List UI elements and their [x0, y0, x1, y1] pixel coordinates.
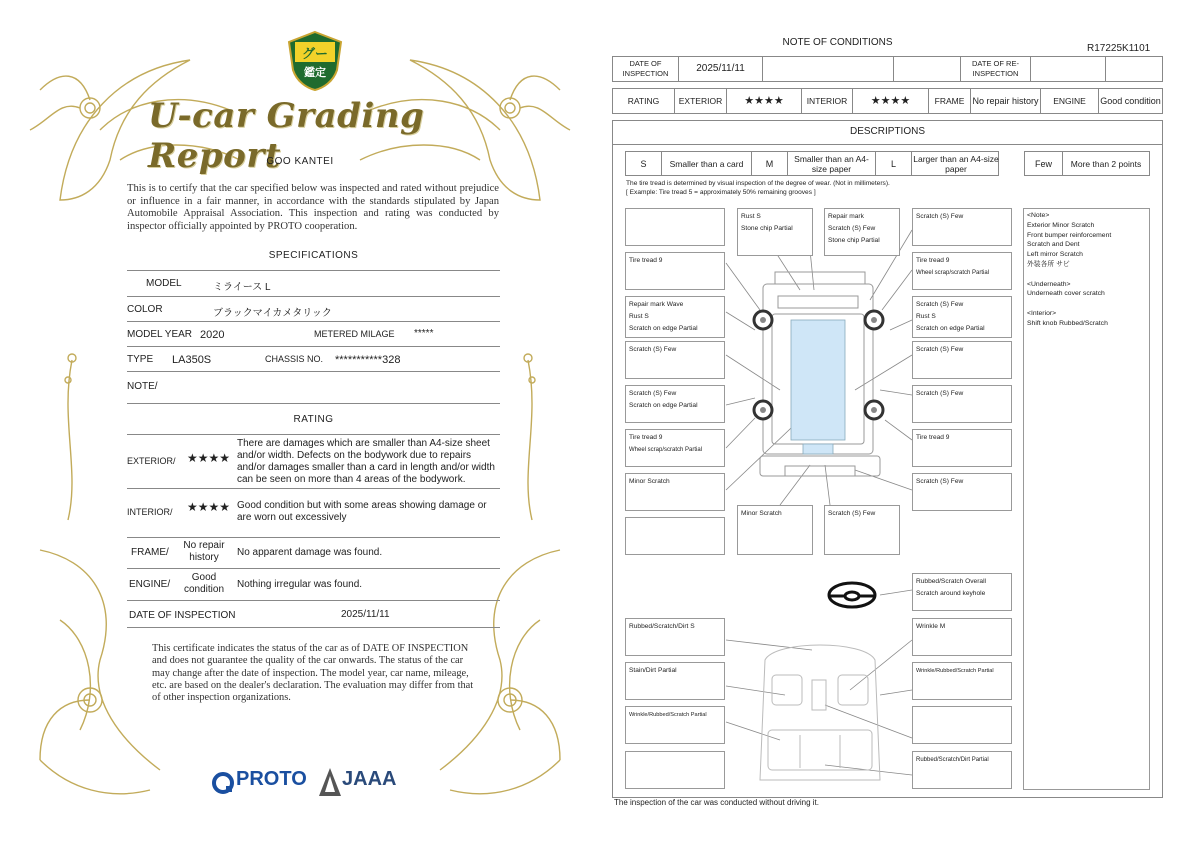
exterior-note-box: [737, 505, 813, 555]
note-line: Rust S: [741, 213, 761, 220]
note-line: Front bumper reinforcement: [1027, 231, 1112, 239]
note-line: Underneath cover scratch: [1027, 290, 1105, 298]
legend-text-few: More than 2 points: [1070, 158, 1142, 169]
note-line: Minor Scratch: [741, 510, 782, 517]
conditions-heading: NOTE OF CONDITIONS: [782, 37, 893, 48]
frame-label: FRAME: [929, 89, 971, 113]
interior-note-box: [912, 618, 1012, 656]
interior-stars: ★★★★: [853, 89, 929, 113]
note-line: Scratch on edge Partial: [629, 402, 698, 409]
exterior-note-box: [912, 252, 1012, 290]
note-line: Rubbed/Scratch/Dirt Partial: [916, 757, 989, 763]
specifications-heading: SPECIFICATIONS: [268, 250, 359, 261]
note-line: Scratch and Dent: [1027, 241, 1080, 249]
exterior-note-box: [625, 429, 725, 467]
metered-label: METERED MILAGE: [314, 329, 395, 339]
exterior-note-box: [912, 341, 1012, 379]
date-label: DATE OF INSPECTION: [129, 610, 236, 621]
date-inspection-value: 2025/11/11: [679, 57, 763, 81]
proto-logo: PROTO: [236, 768, 307, 790]
exterior-note-box: [912, 296, 1012, 338]
note-line: Scratch (S) Few: [916, 478, 964, 485]
legend-text-l: Larger than an A4-size paper: [913, 153, 999, 174]
note-line: Scratch (S) Few: [828, 225, 876, 232]
note-line: Repair mark Wave: [629, 301, 684, 308]
rating-row-interior: [127, 488, 500, 538]
exterior-note-box: [824, 208, 900, 256]
interior-label: INTERIOR: [802, 89, 853, 113]
note-line: Tire tread 9: [916, 434, 950, 441]
exterior-label: EXTERIOR/: [127, 456, 176, 466]
note-line: Scratch (S) Few: [629, 390, 677, 397]
type-value: LA350S: [172, 354, 212, 366]
note-line: Stone chip Partial: [741, 225, 793, 232]
note-line: Scratch (S) Few: [916, 213, 964, 220]
exterior-note-box: [625, 473, 725, 511]
exterior-stars: ★★★★: [727, 89, 802, 113]
engine-description: Nothing irregular was found.: [237, 579, 363, 590]
note-line: Scratch (S) Few: [629, 346, 677, 353]
date-inspection-label: DATE OF INSPECTION: [613, 57, 679, 81]
exterior-note-box: [625, 517, 725, 555]
exterior-note-box: [625, 252, 725, 290]
rating-label: RATING: [613, 89, 675, 113]
rating-row-exterior: [127, 434, 500, 489]
exterior-note-box: [625, 208, 725, 246]
engine-value: Good condition: [184, 572, 225, 595]
note-line: Scratch (S) Few: [916, 390, 964, 397]
general-notes-box: [1023, 208, 1150, 790]
note-line: <Underneath>: [1027, 280, 1071, 288]
descriptions-heading: DESCRIPTIONS: [612, 120, 1163, 145]
exterior-note-box: [737, 208, 813, 256]
note-line: 外装各所 サビ: [1027, 260, 1070, 268]
rating-heading: RATING: [293, 414, 334, 425]
exterior-note-box: [912, 385, 1012, 423]
color-value: ブラックマイカメタリック: [213, 308, 332, 319]
frame-value: No repair history: [971, 89, 1041, 113]
inspection-footer-note: The inspection of the car was conducted without driving it.: [614, 798, 819, 807]
interior-note-box: [912, 751, 1012, 789]
goo-kantei-badge-icon: [287, 30, 343, 92]
note-line: Tire tread 9: [629, 257, 663, 264]
jaaa-logo: JAAA: [342, 768, 397, 790]
color-label: COLOR: [127, 304, 163, 315]
report-subtitle: GOO KANTEI: [266, 156, 334, 167]
exterior-note-box: [824, 505, 900, 555]
model-year-label: MODEL YEAR: [127, 329, 193, 340]
interior-note-box: [625, 662, 725, 700]
chassis-label: CHASSIS NO.: [265, 354, 324, 364]
frame-label: FRAME/: [131, 547, 169, 558]
model-label: MODEL: [146, 278, 182, 289]
interior-note-box: [625, 751, 725, 789]
note-line: Rubbed/Scratch/Dirt S: [629, 623, 695, 630]
exterior-note-box: [625, 341, 725, 379]
note-line: [1027, 299, 1146, 309]
note-line: Scratch around keyhole: [916, 590, 986, 597]
tire-note-line-1: The tire tread is determined by visual inspection of the degree of wear. (Not in millimeters).: [626, 180, 890, 187]
interior-note-box: [625, 706, 725, 744]
type-label: TYPE: [127, 354, 154, 365]
note-line: Stain/Dirt Partial: [629, 667, 677, 674]
certificate-footer: This certificate indicates the status of the car as of DATE OF INSPECTION and does not guarantee the quality of the car onwards. The status of the car may change after the date of inspection. The model year, car name, mileage, etc. are based on the dealer's declaration. The evaluation may differ from that of other inspection organizations.: [152, 643, 474, 704]
exterior-note-box: [912, 473, 1012, 511]
exterior-note-box: [625, 385, 725, 423]
date-value: 2025/11/11: [341, 609, 390, 620]
interior-note-box: [912, 573, 1012, 611]
tire-note-line-2: [ Example: Tire tread 5 = approximately 50% remaining grooves ]: [626, 189, 816, 196]
date-reinspection-label: DATE OF RE-INSPECTION: [961, 57, 1031, 81]
note-line: Scratch (S) Few: [828, 510, 876, 517]
note-line: Rust S: [629, 313, 649, 320]
engine-label: ENGINE: [1041, 89, 1099, 113]
note-line: Wrinkle/Rubbed/Scratch Partial: [629, 712, 707, 718]
exterior-label: EXTERIOR: [675, 89, 727, 113]
steering-wheel-icon: [829, 583, 875, 607]
engine-label: ENGINE/: [129, 579, 171, 590]
note-line: Repair mark: [828, 213, 864, 220]
engine-value: Good condition: [1100, 96, 1161, 106]
rating-row-frame: [127, 537, 500, 569]
legend-key-few: Few: [1025, 152, 1063, 175]
spec-row-model: [127, 270, 500, 297]
report-id: R17225K1101: [1087, 43, 1151, 54]
interior-note-box: [625, 618, 725, 656]
spec-row-year: [127, 321, 500, 347]
note-line: Left mirror Scratch: [1027, 251, 1083, 259]
note-line: Wheel scrap/scratch Partial: [916, 270, 990, 276]
exterior-description: There are damages which are smaller than A4-size sheet and/or width. Defects on the bodywork due to repairs and/or damages smaller than a card in length and/or width can be seen on more than 4 areas of the bodywork.: [237, 438, 495, 485]
note-line: Rubbed/Scratch Overall: [916, 578, 987, 585]
spec-row-type: [127, 346, 500, 372]
note-line: Wrinkle/Rubbed/Scratch Partial: [916, 668, 994, 674]
frame-description: No apparent damage was found.: [237, 547, 383, 558]
note-line: Scratch on edge Partial: [916, 325, 985, 332]
interior-label: INTERIOR/: [127, 507, 173, 517]
legend-key-l: L: [876, 152, 912, 175]
note-line: Tire tread 9: [916, 257, 950, 264]
note-line: Shift knob Rubbed/Scratch: [1027, 319, 1108, 327]
note-line: Minor Scratch: [629, 478, 670, 485]
note-line: Scratch (S) Few: [916, 301, 964, 308]
note-line: Exterior Minor Scratch: [1027, 221, 1095, 229]
spec-row-color: [127, 296, 500, 322]
interior-note-box: [912, 662, 1012, 700]
note-line: Wheel scrap/scratch Partial: [629, 447, 703, 453]
note-line: Wrinkle M: [916, 623, 946, 630]
interior-stars: ★★★★: [187, 500, 231, 514]
note-line: Rust S: [916, 313, 936, 320]
interior-description: Good condition but with some areas showing damage or are worn out excessively: [237, 500, 487, 523]
certification-text: This is to certify that the car specified below was inspected and rated without prejudice or influence in a fair manner, in accordance with the standards stipulated by Japan Automobile Appraisal Association. This inspection and rating was conducted by inspector officially appointed by PROTO cooperation.: [127, 183, 499, 232]
exterior-stars: ★★★★: [187, 451, 231, 465]
note-line: <Note>: [1027, 212, 1050, 219]
note-line: Tire tread 9: [629, 434, 663, 441]
note-line: <Interior>: [1027, 309, 1057, 317]
note-label: NOTE/: [127, 381, 158, 392]
note-line: Scratch (S) Few: [916, 346, 964, 353]
legend-text-m: Smaller than an A4-size paper: [788, 152, 876, 175]
note-line: Scratch on edge Partial: [629, 325, 698, 332]
note-of-conditions-page: [600, 0, 1200, 848]
frame-value: No repair history: [183, 540, 225, 563]
jaaa-logo-icon: [319, 768, 341, 796]
exterior-note-box: [912, 429, 1012, 467]
rating-row-engine: [127, 568, 500, 601]
interior-note-box: [912, 706, 1012, 744]
proto-logo-icon: [212, 772, 234, 794]
model-year-value: 2020: [200, 329, 225, 341]
metered-value: *****: [414, 328, 434, 339]
note-line: [1027, 270, 1146, 280]
report-title: U-car Grading Report: [148, 96, 425, 176]
legend-text-s: Smaller than a card: [662, 152, 752, 175]
svg-text:鑑定: 鑑定: [304, 66, 326, 79]
spec-row-note: [127, 371, 500, 404]
exterior-note-box: [912, 208, 1012, 246]
legend-key-s: S: [626, 152, 662, 175]
svg-text:グー: グー: [301, 47, 329, 62]
model-value: ミライース L: [213, 282, 271, 293]
legend-key-m: M: [752, 152, 788, 175]
chassis-value: ***********328: [335, 354, 401, 366]
exterior-note-box: [625, 296, 725, 338]
date-row: [127, 600, 500, 628]
note-line: Stone chip Partial: [828, 237, 880, 244]
